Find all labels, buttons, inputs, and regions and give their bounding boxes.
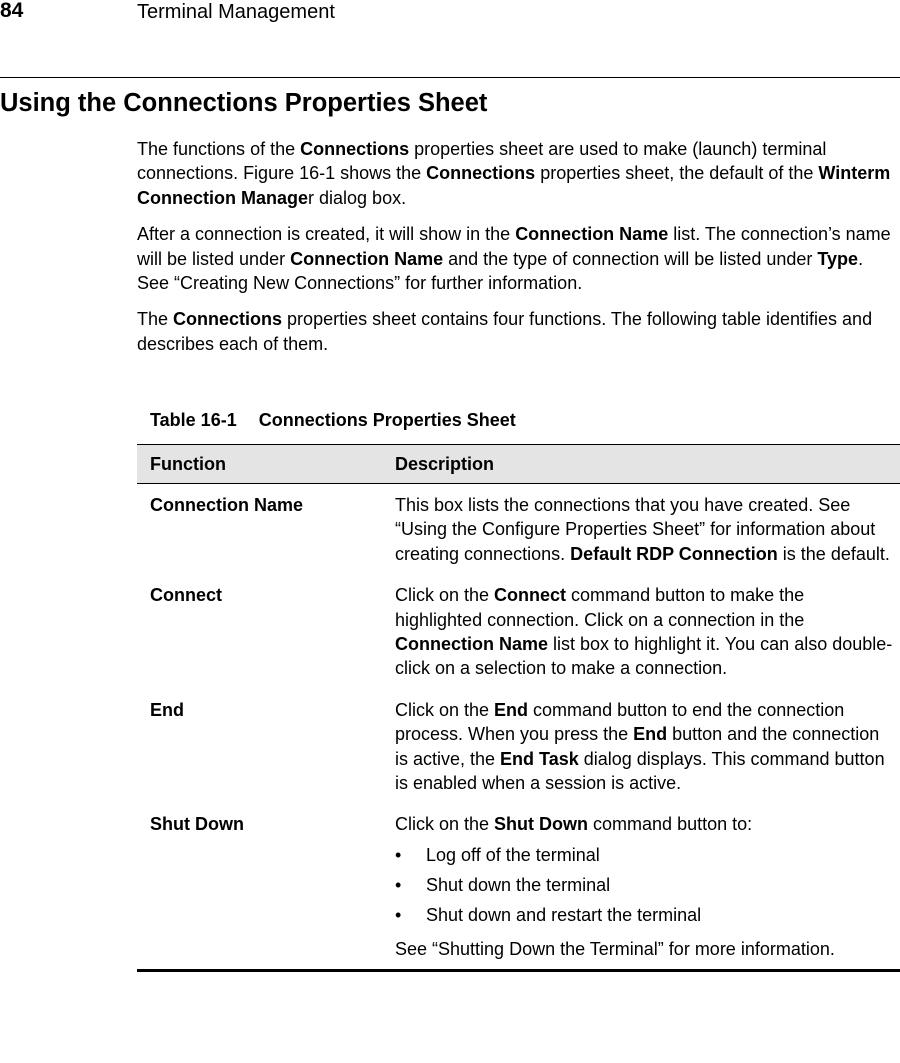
body-text [137,137,897,368]
page-number: 84 [0,0,24,22]
table-number: Table 16-1 [150,410,237,430]
list-item-text: Shut down and restart the terminal [426,904,702,925]
table-header-row [137,445,900,484]
bold-term: Winterm Connection Manage [137,163,891,208]
table-row [137,803,900,970]
paragraph-1 [137,137,897,210]
connections-table [137,444,900,972]
text: list. The connection’s name will be listed under [137,224,891,269]
description-intro [395,812,896,836]
bold-term: Connections [426,163,536,184]
function-name: End [150,699,184,720]
bullet-glyph: • [395,844,402,865]
function-description [382,803,900,970]
bold-term: Shut Down [494,814,589,835]
text: dialog displays. This command button is enabled when a session is active. [395,748,885,794]
text: Click on the [395,585,495,606]
bullet-glyph: • [395,874,402,895]
text: command button to end the connection process. When you press the [395,699,845,745]
text: properties sheet contains four functions. The following table identifies and describes each of them. [137,309,873,354]
text: . See “Creating New Connections” for further information. [137,248,864,294]
text: After a connection is created, it will show in the [137,224,516,245]
text: This box lists the connections that you have created. See “Using the Configure Properties Sheet” for information about creating connections. [395,495,876,564]
text: Click on the [395,699,495,720]
text: Click on the [395,814,495,835]
text: command button to: [588,814,753,835]
text: The [137,309,174,330]
bold-term: Connection Name [290,248,444,269]
bullet-list [395,843,896,927]
table-row [137,574,900,689]
bold-term: Connection Name [395,634,549,655]
table-caption [150,408,516,432]
see-also-text: See “Shutting Down the Terminal” for more information. [395,938,835,959]
text: command button to make the highlighted connection. Click on a connection in the [395,585,805,630]
table-row [137,484,900,575]
list-item [395,873,896,897]
text: properties sheet are used to make (launch) terminal connections. Figure 16-1 shows the [137,139,827,184]
paragraph-3 [137,307,897,356]
text: button and the connection is active, the [395,724,880,769]
header-rule [0,77,900,78]
list-item-text: Shut down the terminal [426,874,611,895]
text: and the type of connection will be listed under [443,248,818,269]
bold-term: Connect [494,585,567,606]
bold-term: Type [817,248,859,269]
bold-term: End [633,724,668,745]
function-name: Connection Name [150,495,304,515]
bold-term: End [494,699,529,720]
bold-term: Connection Name [515,224,669,245]
bullet-glyph: • [395,904,402,925]
function-description [382,484,900,575]
list-item-text: Log off of the terminal [426,844,600,865]
bold-term: Connections [300,139,410,159]
text: list box to highlight it. You can also double-click on a selection to make a connection. [395,634,893,679]
text: properties sheet, the default of the [535,163,819,184]
table-row [137,689,900,804]
function-description [382,689,900,804]
table-title: Connections Properties Sheet [258,410,516,430]
running-header-title: Terminal Management [137,1,335,23]
function-description [382,574,900,689]
text: r dialog box. [308,187,407,208]
paragraph-2 [137,222,897,295]
function-name: Connect [150,585,222,606]
list-item [395,903,896,927]
header-description: Description [382,445,900,484]
section-title: Using the Connections Properties Sheet [0,89,488,117]
function-name: Shut Down [150,814,244,835]
text: is the default. [777,543,890,564]
bold-term: Connections [173,309,283,330]
text: The functions of the [137,139,301,159]
list-item [395,843,896,867]
bold-term: Default RDP Connection [570,543,778,564]
header-function: Function [137,445,382,484]
bold-term: End Task [500,748,579,769]
